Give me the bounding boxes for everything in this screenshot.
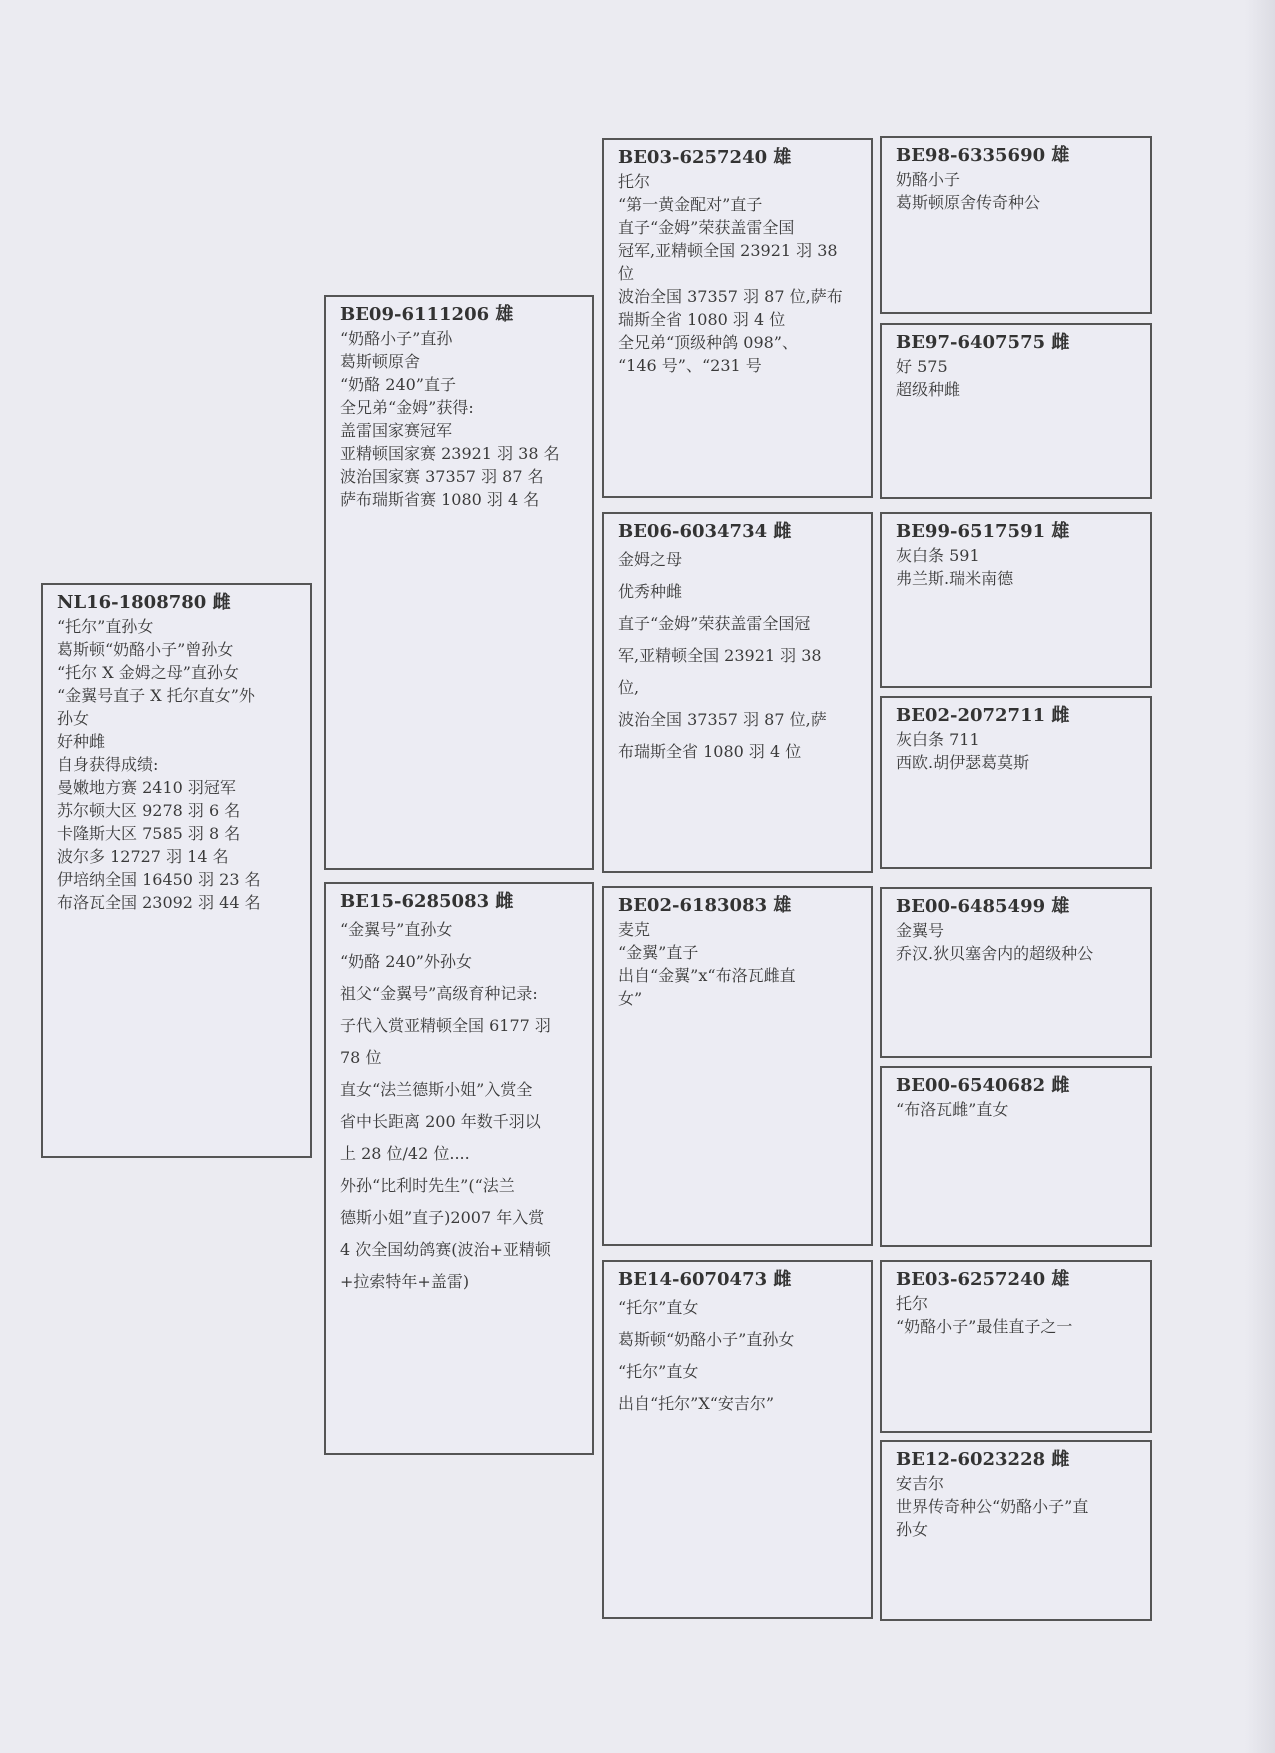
- pedigree-card: [41, 583, 312, 1158]
- card-line: “托尔”直女: [618, 1362, 699, 1381]
- card-line: 安吉尔: [896, 1474, 945, 1493]
- pedigree-card: [880, 1066, 1152, 1247]
- card-line: 上 28 位/42 位....: [340, 1144, 470, 1163]
- card-line: 弗兰斯.瑞米南德: [896, 569, 1014, 588]
- pedigree-card: [602, 512, 873, 873]
- card-line: 好 575: [896, 357, 948, 376]
- pedigree-card: [602, 886, 873, 1246]
- card-line: 出自“金翼”x“布洛瓦雌直: [618, 966, 796, 985]
- card-line: 外孙“比利时先生”(“法兰: [340, 1176, 515, 1195]
- card-line: 好种雌: [57, 732, 106, 751]
- card-line: 优秀种雌: [618, 582, 683, 601]
- card-line: 萨布瑞斯省赛 1080 羽 4 名: [340, 490, 540, 509]
- card-line: 冠军,亚精顿全国 23921 羽 38: [618, 241, 838, 260]
- card-line: “托尔”直女: [618, 1298, 699, 1317]
- pedigree-card: [602, 138, 873, 498]
- pedigree-card: [880, 1440, 1152, 1621]
- card-line: 波治全国 37357 羽 87 位,萨: [618, 710, 827, 729]
- pedigree-card: [880, 512, 1152, 688]
- card-line: “奶酪 240”直子: [340, 375, 456, 394]
- card-line: “托尔 X 金姆之母”直孙女: [57, 663, 239, 682]
- card-line: 直女“法兰德斯小姐”入赏全: [340, 1080, 533, 1099]
- pedigree-card: [324, 882, 594, 1455]
- card-line: “146 号”、“231 号: [618, 356, 762, 375]
- card-line: 布瑞斯全省 1080 羽 4 位: [618, 742, 802, 761]
- card-line: “布洛瓦雌”直女: [896, 1100, 1009, 1119]
- card-line: 葛斯顿原舍: [340, 352, 421, 371]
- card-line: 自身获得成绩:: [57, 755, 159, 774]
- card-line: 孙女: [57, 709, 90, 728]
- scan-edge: [1245, 0, 1275, 1753]
- card-line: 托尔: [896, 1294, 929, 1313]
- card-line: 位: [618, 264, 635, 283]
- card-line: 子代入赏亚精顿全国 6177 羽: [340, 1016, 551, 1035]
- card-line: 4 次全国幼鸽赛(波治+亚精顿: [340, 1240, 551, 1259]
- card-line: 位,: [618, 678, 640, 697]
- ring-number: BE00-6485499 雄: [896, 896, 1070, 917]
- card-line: 伊培纳全国 16450 羽 23 名: [57, 870, 261, 889]
- card-line: “奶酪 240”外孙女: [340, 952, 472, 971]
- ring-number: BE02-2072711 雌: [896, 705, 1070, 726]
- card-line: 金姆之母: [618, 550, 683, 569]
- card-line: 波治全国 37357 羽 87 位,萨布: [618, 287, 843, 306]
- ring-number: BE15-6285083 雌: [340, 891, 514, 912]
- card-line: 波尔多 12727 羽 14 名: [57, 847, 229, 866]
- card-line: 出自“托尔”X“安吉尔”: [618, 1394, 775, 1413]
- ring-number: BE12-6023228 雌: [896, 1449, 1070, 1470]
- pedigree-card: [880, 323, 1152, 499]
- ring-number: BE09-6111206 雄: [340, 304, 514, 325]
- card-line: 直子“金姆”荣获盖雷全国: [618, 218, 795, 237]
- card-line: 女”: [618, 989, 643, 1008]
- card-line: 军,亚精顿全国 23921 羽 38: [618, 646, 822, 665]
- card-line: “托尔”直孙女: [57, 617, 154, 636]
- card-line: 卡隆斯大区 7585 羽 8 名: [57, 824, 241, 843]
- card-line: 78 位: [340, 1048, 382, 1067]
- card-line: 苏尔顿大区 9278 羽 6 名: [57, 801, 241, 820]
- card-line: 葛斯顿原舍传奇种公: [896, 193, 1041, 212]
- card-line: 世界传奇种公“奶酪小子”直: [896, 1497, 1089, 1516]
- card-line: 瑞斯全省 1080 羽 4 位: [618, 310, 786, 329]
- card-line: “奶酪小子”最佳直子之一: [896, 1317, 1073, 1336]
- card-line: 灰白条 591: [896, 546, 980, 565]
- card-line: 波治国家赛 37357 羽 87 名: [340, 467, 544, 486]
- ring-number: BE97-6407575 雌: [896, 332, 1070, 353]
- card-line: 省中长距离 200 年数千羽以: [340, 1112, 541, 1131]
- card-line: 托尔: [618, 172, 651, 191]
- card-line: 葛斯顿“奶酪小子”曾孙女: [57, 640, 234, 659]
- card-line: 直子“金姆”荣获盖雷全国冠: [618, 614, 811, 633]
- card-line: +拉索特年+盖雷): [340, 1272, 470, 1291]
- ring-number: BE99-6517591 雄: [896, 521, 1070, 542]
- card-line: 曼嫩地方赛 2410 羽冠军: [57, 778, 236, 797]
- card-line: 全兄弟“金姆”获得:: [340, 398, 474, 417]
- ring-number: BE03-6257240 雄: [896, 1269, 1070, 1290]
- card-line: “金翼号”直孙女: [340, 920, 453, 939]
- card-line: 金翼号: [896, 921, 945, 940]
- card-line: 超级种雌: [896, 380, 961, 399]
- card-line: 西欧.胡伊瑟葛莫斯: [896, 753, 1030, 772]
- pedigree-card: [880, 696, 1152, 869]
- card-line: “奶酪小子”直孙: [340, 329, 453, 348]
- card-line: 德斯小姐”直子)2007 年入赏: [340, 1208, 545, 1227]
- card-line: 乔汉.狄贝塞舍内的超级种公: [896, 944, 1094, 963]
- ring-number: BE98-6335690 雄: [896, 145, 1070, 166]
- card-line: “金翼号直子 X 托尔直女”外: [57, 686, 255, 705]
- pedigree-card: [880, 1260, 1152, 1433]
- card-line: 孙女: [896, 1520, 929, 1539]
- card-line: “第一黄金配对”直子: [618, 195, 763, 214]
- card-line: 祖父“金翼号”高级育种记录:: [340, 984, 538, 1003]
- card-line: 灰白条 711: [896, 730, 980, 749]
- ring-number: BE03-6257240 雄: [618, 147, 792, 168]
- pedigree-card: [880, 136, 1152, 314]
- card-line: 布洛瓦全国 23092 羽 44 名: [57, 893, 261, 912]
- pedigree-card: [324, 295, 594, 870]
- card-line: 奶酪小子: [896, 170, 961, 189]
- pedigree-card: [602, 1260, 873, 1619]
- card-line: 全兄弟“顶级种鸽 098”、: [618, 333, 798, 352]
- ring-number: BE00-6540682 雌: [896, 1075, 1070, 1096]
- card-line: 麦克: [618, 920, 651, 939]
- card-line: “金翼”直子: [618, 943, 699, 962]
- ring-number: BE14-6070473 雌: [618, 1269, 792, 1290]
- ring-number: NL16-1808780 雌: [57, 592, 231, 613]
- pedigree-card: [880, 887, 1152, 1058]
- ring-number: BE02-6183083 雄: [618, 895, 792, 916]
- ring-number: BE06-6034734 雌: [618, 521, 792, 542]
- card-line: 葛斯顿“奶酪小子”直孙女: [618, 1330, 795, 1349]
- card-line: 盖雷国家赛冠军: [340, 421, 453, 440]
- card-line: 亚精顿国家赛 23921 羽 38 名: [340, 444, 560, 463]
